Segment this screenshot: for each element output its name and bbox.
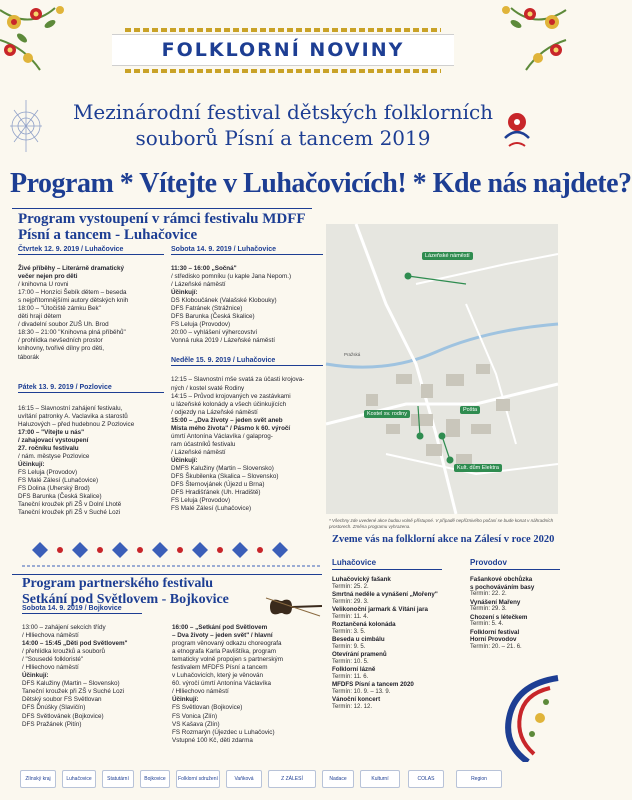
masthead-title: FOLKLORNÍ NOVINY <box>161 39 405 61</box>
schedule-line: / Hlliechovo náměstí <box>22 664 79 672</box>
schedule-line: Taneční kroužek při ZŠ v Dolní Lhotě <box>18 501 122 509</box>
schedule-line: úmrtí Antonína Václavíka / galaprog- <box>171 432 273 440</box>
flower-garland-icon <box>0 0 90 78</box>
schedule-line: FS Dolina (Uherský Brod) <box>18 485 90 493</box>
schedule-line: / zahajovací vystoupení <box>18 436 89 444</box>
violin-icon <box>262 592 326 622</box>
schedule-line: DMFS Kalužiny (Martin – Slovensko) <box>171 464 274 472</box>
schedule-line: FS Světlovan (Bojkovice) <box>172 704 243 712</box>
invite-col-head-provodov: Provodov <box>470 558 507 567</box>
event-date: Termín: 10. 5. <box>332 658 369 665</box>
day-schedule-thursday <box>18 265 164 362</box>
schedule-line: a etnografa Karla Pavlištíka, program <box>172 648 276 656</box>
schedule-line: s nejpřítomnějšími autory dětských knih <box>18 297 129 305</box>
event-name: Velikonoční jarmark & Vítání jara <box>332 606 428 613</box>
program-col-saturday-sunday <box>171 246 323 513</box>
sponsor-logo[interactable]: Vaňková <box>226 770 262 788</box>
schedule-line: Vstupné 100 Kč, děti zdarma <box>172 736 253 744</box>
event-date: Termín: 29. 3. <box>332 598 369 605</box>
schedule-line: 18:30 – 21:00 "Knihovna plná příběhů" <box>18 329 126 337</box>
sponsor-logo[interactable]: Zlínský kraj <box>20 770 56 788</box>
event-name: Vánoční koncert <box>332 696 381 703</box>
schedule-line: 17:00 – Honzíci Šebík dětem – beseda <box>18 289 127 297</box>
map-label-posta: Pošta <box>460 406 480 414</box>
event-date: Termín: 5. 4. <box>470 621 504 628</box>
schedule-line: Živé příběhy – Literárně dramatický <box>18 265 125 272</box>
sponsor-logo[interactable]: Nadace <box>322 770 354 788</box>
schedule-line: / prohlídka nevšedních prostor <box>18 337 103 345</box>
event-date: Termín: 29. 3. <box>470 606 507 613</box>
schedule-line: ram účastníků festivalu <box>171 440 236 448</box>
event-name: Smrtná neděle a vynášení „Mořeny" <box>332 591 438 598</box>
event-name: Vynášení Mařeny <box>470 598 521 606</box>
divider <box>332 569 442 570</box>
day-schedule-saturday <box>171 265 323 345</box>
schedule-line: v Luhačovicích, který je věnován <box>172 672 264 680</box>
schedule-line: DFS Ďnúšky (Slavičín) <box>22 704 86 712</box>
event-name: Luhačovický fašank <box>332 576 391 583</box>
map-streets <box>326 224 558 514</box>
event-name: Fašankové obchůzka <box>470 576 533 583</box>
schedule-line: Vonná ruka 2019 / Lázeňské náměstí <box>171 337 275 345</box>
town-map[interactable] <box>326 224 558 514</box>
schedule-line: FS Malé Zálesí (Luhačovice) <box>171 505 252 513</box>
event-name: Roztančená kolonáda <box>332 621 396 628</box>
schedule-line: – Dva životy – jeden svět" / hlavní <box>172 632 273 640</box>
schedule-line: / Hlliechova náměstí <box>22 632 79 640</box>
day-schedule-friday <box>18 405 164 518</box>
event-name: Chození s létečkem <box>470 613 528 621</box>
schedule-line: DFS Kalužiny (Martin – Slovensko) <box>22 680 120 688</box>
map-label-kostel: Kostel sv. rodiny <box>364 410 410 418</box>
schedule-line: Dětský soubor FS Světlovan <box>22 696 102 704</box>
event-name: Horní Provodov <box>470 636 517 644</box>
schedule-line: 16:15 – Slavnostní zahájení festivalu, <box>18 404 123 412</box>
day-head-sunday: Neděle 15. 9. 2019 / Luhačovice <box>171 357 323 366</box>
schedule-line: / Lázeňské náměstí <box>171 448 226 456</box>
schedule-line: Účinkují: <box>171 289 198 297</box>
schedule-line: VS Kašava (Zlín) <box>172 720 220 728</box>
schedule-line: DFS Světlovánek (Bojkovice) <box>22 712 104 720</box>
divider <box>12 208 312 209</box>
schedule-line: 14:15 – Průvod krojovaných ve zastávkami <box>171 392 291 400</box>
schedule-line: DFS Fatránek (Strážnice) <box>171 305 243 313</box>
schedule-line: Účinkují: <box>172 696 199 704</box>
main-headline: Program * Vítejte v Luhačovicích! * Kde nás najdete? <box>10 168 632 199</box>
day-schedule-sunday <box>171 376 323 513</box>
schedule-line: Taneční kroužek při ZŠ v Suché Lozi <box>22 688 125 696</box>
event-list-luhacovice <box>332 576 442 711</box>
partner-date <box>22 605 142 614</box>
flower-garland-icon <box>476 0 566 78</box>
event-name: Beseda u cimbálu <box>332 636 385 643</box>
event-name: Otevírání pramenů <box>332 651 387 658</box>
schedule-line: / divadelní soubor ZUŠ Uh. Brod <box>18 321 109 329</box>
event-date: Termín: 11. 4. <box>332 613 369 620</box>
schedule-line: FS Leluja (Provodov) <box>18 468 78 476</box>
schedule-line: program věnovaný odkazu choreografa <box>172 640 282 648</box>
schedule-line: DS Kloboučánek (Valašské Klobouky) <box>171 297 277 305</box>
schedule-line: Taneční kroužek při ZŠ v Suché Lozi <box>18 509 121 517</box>
event-name: Folklorní festival <box>470 628 520 636</box>
schedule-line: 16:00 – „Setkání pod Světlovem <box>172 624 268 631</box>
schedule-line: Haluzových – před hudebnou Z Pozlovice <box>18 420 135 428</box>
program-mdff-title <box>18 211 328 243</box>
schedule-line: 20:00 – vyhlášení výhercovství <box>171 329 258 337</box>
map-caption: * Všechny zde uvedené akce budou volně přístupné. V případě nepříznivého počasí se bude konat v náhradních prostorech. Změna programu vyhrazena. <box>329 518 554 529</box>
sponsor-logo[interactable]: Luhačovice <box>62 770 96 788</box>
day-head-thursday: Čtvrtek 12. 9. 2019 / Luhačovice <box>18 246 164 255</box>
schedule-line: DFS Pražánek (Pitín) <box>22 720 82 728</box>
schedule-line: / "Sousedé folkloristé" <box>22 656 84 664</box>
program-mdff-title-line-1: Program vystoupení v rámci festivalu MDFF <box>18 211 306 227</box>
schedule-line: / Hlliechovo náměstí <box>172 688 229 696</box>
day-head-partner: Sobota 14. 9. 2019 / Bojkovice <box>22 605 142 614</box>
sponsor-logo[interactable]: Kulturní <box>360 770 400 788</box>
schedule-line: uvítání patronky A. Vaclavika a starostů <box>18 412 128 420</box>
event-date: Termín: 9. 5. <box>332 643 366 650</box>
embroidery-pattern-icon <box>22 530 322 570</box>
sponsor-logo[interactable]: Region <box>456 770 502 788</box>
subtitle-line-1: Mezinárodní festival dětských folklorních <box>72 100 494 124</box>
schedule-line: 18:00 – "Útočiště zámku Bek" <box>18 305 101 313</box>
event-date: Termín: 22. 2. <box>470 591 507 598</box>
schedule-line: u lázeňské kolonády a všech účinkujících <box>171 400 287 408</box>
event-list-provodov <box>470 576 560 651</box>
masthead <box>112 34 454 66</box>
ornament-border-bottom <box>125 69 441 73</box>
schedule-line: ných / kostel svaté Rodiny <box>171 384 245 392</box>
map-label-kulturni: Kult. dům Elektra <box>454 464 502 472</box>
schedule-line: DFS Škubilenka (Skalica – Slovensko) <box>171 473 279 481</box>
schedule-line: knihovny, tvořivé dílny pro děti, <box>18 345 104 353</box>
event-date: Termín: 12. 12. <box>332 703 373 710</box>
schedule-line: táborák <box>18 353 40 361</box>
invite-col-luhacovice <box>332 558 442 711</box>
schedule-line: 17:00 – "Vítejte u nás" <box>18 428 85 436</box>
festival-subtitle <box>36 99 530 151</box>
sponsor-logo[interactable]: Statutární <box>102 770 134 788</box>
schedule-line: FS Leluja (Provodov) <box>171 321 231 329</box>
schedule-line: DFS Šternovjánek (Újezd u Brna) <box>171 481 265 489</box>
day-head-friday: Pátek 13. 9. 2019 / Pozlovice <box>18 384 164 393</box>
schedule-line: tematicky volně propojen s partnerským <box>172 656 283 664</box>
schedule-line: Účinkují: <box>18 460 45 468</box>
schedule-line: 13:00 – zahájení sekcích třídy <box>22 624 106 631</box>
schedule-line: Místa mého života" / Pásmo k 60. výročí <box>171 424 291 432</box>
event-date: Termín: 25. 2. <box>332 583 369 590</box>
schedule-line: 14:00 – 15:45 „Děti pod Světlovem" <box>22 640 128 648</box>
schedule-line: Účinkují: <box>22 672 49 680</box>
map-street-label: Pražská <box>344 352 361 357</box>
schedule-line: FS Leluja (Provodov) <box>171 497 231 505</box>
folk-ornament-icon <box>488 674 562 766</box>
event-date: Termín: 10. 9. – 13. 9. <box>332 688 391 695</box>
event-name: s pochováváním basy <box>470 583 535 591</box>
schedule-line: / Lázeňské náměstí <box>171 281 226 289</box>
schedule-line: FS Rozmarýn (Újezdec u Luhačovic) <box>172 728 275 736</box>
schedule-line: 27. ročníku festivalu <box>18 444 79 452</box>
sponsor-logo[interactable]: Folklorní sdružení <box>176 770 220 788</box>
schedule-line: DFS Barunka (Česká Skalice) <box>18 493 102 501</box>
invite-title: Zveme vás na folklorní akce na Zálesí v roce 2020 <box>332 534 555 545</box>
schedule-line: DFS Hradišťánek (Uh. Hradiště) <box>171 489 261 497</box>
schedule-line: 60. výročí úmrtí Antonína Václavíka <box>172 680 272 688</box>
partner-title-line-1: Program partnerského festivalu <box>22 576 214 591</box>
sponsor-logo[interactable]: Bojkovice <box>140 770 170 788</box>
schedule-line: / knihovna U rovni <box>18 281 69 289</box>
schedule-line: festivalem MFDFS Písní a tancem <box>172 664 268 672</box>
sponsor-logo[interactable]: COLAS <box>408 770 444 788</box>
schedule-line: / odjezdy na Lázeňské náměstí <box>171 408 258 416</box>
schedule-line: / středisko pomníku (u kaple Jana Nepom.) <box>171 273 292 281</box>
sponsor-logo[interactable]: Z ZÁLESÍ <box>268 770 316 788</box>
schedule-line: / nám. městyse Pozlovice <box>18 452 90 460</box>
map-label-lazenske: Lázeňské náměstí <box>422 252 473 260</box>
schedule-line: 11:30 – 16:00 „Sočná" <box>171 265 237 272</box>
divider <box>470 569 560 570</box>
event-date: Termín: 20. – 21. 6. <box>470 643 522 650</box>
schedule-line: DFS Barunka (Česká Skalice) <box>171 313 255 321</box>
day-head-saturday: Sobota 14. 9. 2019 / Luhačovice <box>171 246 323 255</box>
event-name: MFDFS Písní a tancem 2020 <box>332 681 414 688</box>
invite-col-provodov <box>470 558 560 651</box>
event-date: Termín: 11. 6. <box>332 673 369 680</box>
schedule-line: Účinkují: <box>171 456 198 464</box>
schedule-line: FS Vonica (Zlín) <box>172 712 218 720</box>
partner-schedule-afternoon <box>22 624 172 729</box>
schedule-line: děti hrají dětem <box>18 313 62 321</box>
program-mdff-title-line-2: Písní a tancem - Luhačovice <box>18 227 198 243</box>
ornament-border-top <box>125 28 441 32</box>
event-date: Termín: 3. 5. <box>332 628 366 635</box>
partner-title-line-2: Setkání pod Světlovem - Bojkovice <box>22 592 229 607</box>
invite-col-head-luhacovice: Luhačovice <box>332 558 377 567</box>
divider <box>12 574 322 575</box>
partner-title <box>22 576 252 608</box>
event-name: Folklorní lázně <box>332 666 376 673</box>
program-col-thursday-friday <box>18 246 164 517</box>
subtitle-line-2: souborů Písní a tancem 2019 <box>135 126 431 150</box>
schedule-line: / přehlídka kroužků a souborů <box>22 648 105 656</box>
partner-schedule-main <box>172 624 322 745</box>
schedule-line: 12:15 – Slavnostní mše svatá za účasti krojova- <box>171 376 305 384</box>
schedule-line: večer nejen pro děti <box>18 273 78 281</box>
schedule-line: 15:00 – „Dva životy – jeden svět aneb <box>171 416 283 424</box>
schedule-line: FS Malé Zálesí (Luhačovice) <box>18 476 99 484</box>
